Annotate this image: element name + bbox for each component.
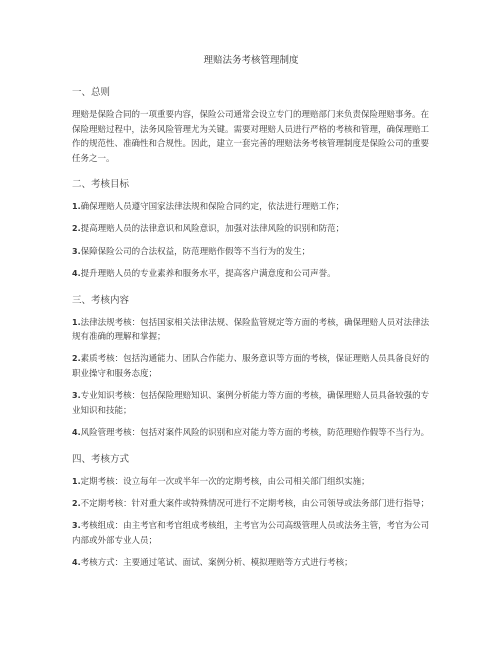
list-item <box>72 519 430 548</box>
list-item-number: 4. <box>72 427 81 437</box>
list-item-text: 素质考核：包括沟通能力、团队合作能力、服务意识等方面的考核，保证理赔人员具备良好的职业操守和服务态度； <box>72 354 430 380</box>
document-title: 理赔法务考核管理制度 <box>203 55 299 66</box>
section-heading-goals: 二、考核目标 <box>72 179 130 191</box>
list-item-number: 2. <box>72 224 81 234</box>
list-item <box>72 352 430 381</box>
list-item-number: 4. <box>72 557 81 567</box>
list-item <box>72 200 430 215</box>
list-item-number: 4. <box>72 268 81 278</box>
list-item-text: 专业知识考核：包括保险理赔知识、案例分析能力等方面的考核，确保理赔人员具备较强的专业知识和技能； <box>72 391 430 416</box>
list-item <box>72 497 430 512</box>
list-item <box>72 426 430 441</box>
list-item-text: 确保理赔人员遵守国家法律法规和保险合同约定，依法进行理赔工作； <box>80 202 345 213</box>
list-item <box>72 222 430 237</box>
section-heading-methods: 四、考核方式 <box>72 453 130 465</box>
list-item-text: 风险管理考核：包括对案件风险的识别和应对能力等方面的考核，防范理赔作假等不当行为。 <box>80 427 430 438</box>
section-paragraph-general: 理赔是保险合同的一项重要内容，保险公司通常会设立专门的理赔部门来负责保险理赔事务。在保险理赔过程中，法务风险管理尤为关键。需要对理赔人员进行严格的考核和管理，确保理赔工作的规范性、准确性和合规性。因此，建立一套完善的理赔法务考核管理制度是保险公司的重要任务之一。 <box>72 110 430 164</box>
list-item <box>72 245 430 260</box>
list-item <box>72 267 430 282</box>
list-item-number: 1. <box>72 202 81 212</box>
section-heading-general: 一、总则 <box>72 87 111 98</box>
list-item-text: 定期考核：设立每年一次或半年一次的定期考核，由公司相关部门组织实施； <box>80 476 370 487</box>
list-item-number: 3. <box>72 391 81 401</box>
list-item-text: 提高理赔人员的法律意识和风险意识，加强对法律风险的识别和防范； <box>80 224 345 235</box>
list-item-text: 不定期考核：针对重大案件或特殊情况可进行不定期考核，由公司领导或法务部门进行指导； <box>80 499 430 509</box>
list-item-text: 考核方式：主要通过笔试、面试、案例分析、模拟理赔等方式进行考核； <box>80 557 353 568</box>
list-item-text: 保障保险公司的合法权益，防范理赔作假等不当行为的发生； <box>80 246 311 257</box>
list-item <box>72 475 430 490</box>
list-item-number: 2. <box>72 354 81 364</box>
list-item-number: 3. <box>72 521 81 531</box>
list-item <box>72 556 430 571</box>
list-item-number: 3. <box>72 246 81 256</box>
section-heading-content: 三、考核内容 <box>72 294 130 306</box>
list-item-text: 法律法规考核：包括国家相关法律法规、保险监管规定等方面的考核，确保理赔人员对法律法规有准确的理解和掌握； <box>72 317 430 343</box>
list-item <box>72 389 430 418</box>
list-item <box>72 316 430 345</box>
list-item-text: 考核组成：由主考官和考官组成考核组，主考官为公司高级管理人员或法务主管，考官为公司内部或外部专业人员； <box>72 521 430 546</box>
list-item-number: 1. <box>72 317 81 327</box>
list-item-number: 1. <box>72 476 81 486</box>
list-item-text: 提升理赔人员的专业素养和服务水平，提高客户满意度和公司声誉。 <box>80 268 336 279</box>
list-item-number: 2. <box>72 499 81 508</box>
